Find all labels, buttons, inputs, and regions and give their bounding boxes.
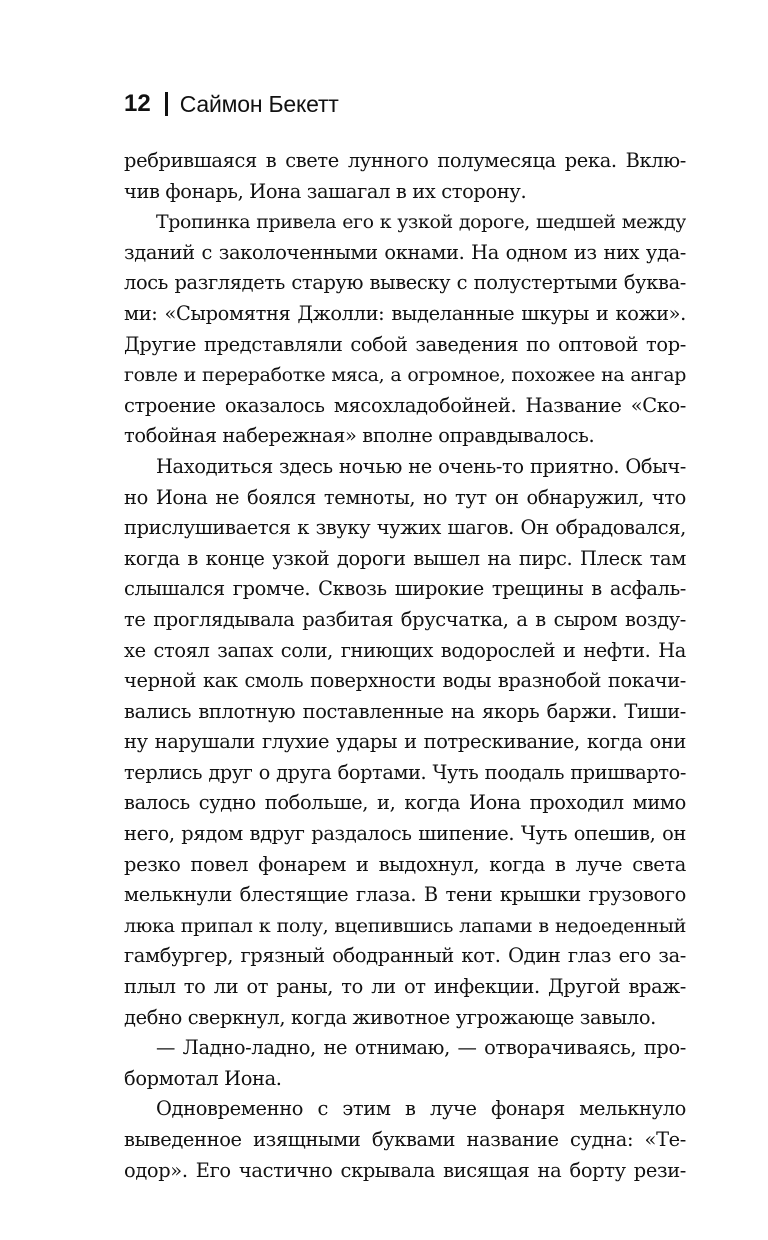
text-line: ми: «Сыромятня Джолли: выделанные шкуры и кожи». [124, 301, 686, 325]
text-line: ну нарушали глухие удары и потрескивание, когда они [124, 730, 686, 754]
text-line: резко повел фонарем и выдохнул, когда в луче света [124, 852, 686, 876]
text-line: Находиться здесь ночью не очень-то приятно. Обыч- [156, 454, 686, 478]
author-name: Саймон Бекетт [179, 90, 339, 117]
text-line: одор». Его частично скрывала висящая на борту рези- [124, 1158, 686, 1182]
paragraph [124, 146, 686, 207]
text-line: — Ладно-ладно, не отнимаю, — отворачиваясь, про- [156, 1036, 686, 1060]
text-line: лось разглядеть старую вывеску с полустертыми буква- [124, 271, 686, 295]
text-line: строение оказалось мясохладобойней. Название «Ско- [124, 393, 686, 417]
text-line: черной как смоль поверхности воды вразнобой покачи- [124, 669, 686, 693]
text-line: прислушивается к звуку чужих шагов. Он обрадовался, [124, 516, 686, 540]
paragraph [124, 207, 686, 452]
text-line: бормотал Иона. [124, 1066, 282, 1090]
text-line: Другие представляли собой заведения по оптовой тор- [124, 332, 686, 356]
text-line: мелькнули блестящие глаза. В тени крышки грузового [124, 883, 686, 907]
text-line: него, рядом вдруг раздалось шипение. Чуть опешив, он [124, 822, 686, 846]
header-separator [165, 92, 168, 116]
paragraph [124, 1094, 686, 1186]
text-line: когда в конце узкой дороги вышел на пирс. Плеск там [124, 546, 686, 570]
text-line: гамбургер, грязный ободранный кот. Один глаз его за- [124, 944, 686, 968]
text-line: чив фонарь, Иона зашагал в их сторону. [124, 179, 527, 203]
body-text [124, 146, 686, 1186]
text-line: ребрившаяся в свете лунного полумесяца река. Вклю- [124, 149, 686, 172]
text-line: валось судно побольше, и, когда Иона проходил мимо [124, 791, 686, 815]
text-line: говле и переработке мяса, а огромное, похожее на ангар [124, 364, 686, 387]
paragraph [124, 452, 686, 1033]
page-number: 12 [124, 90, 151, 117]
text-line: зданий с заколоченными окнами. На одном из них уда- [124, 240, 686, 264]
text-line: вались вплотную поставленные на якорь баржи. Тиши- [124, 699, 686, 723]
text-line: тобойная набережная» вполне оправдывалось. [124, 424, 595, 448]
running-head [124, 88, 339, 120]
text-line: Одновременно с этим в луче фонаря мелькнуло [156, 1097, 686, 1121]
text-line: хе стоял запах соли, гниющих водорослей и нефти. На [124, 638, 686, 662]
text-line: но Иона не боялся темноты, но тут он обнаружил, что [124, 485, 686, 509]
text-line: выведенное изящными буквами название судна: «Те- [124, 1128, 686, 1151]
text-line: те проглядывала разбитая брусчатка, а в сыром возду- [124, 607, 686, 631]
text-line: слышался громче. Сквозь широкие трещины в асфаль- [124, 577, 686, 601]
text-line: терлись друг о друга бортами. Чуть поодаль пришварто- [124, 760, 686, 784]
text-line: дебно сверкнул, когда животное угрожающе завыло. [124, 1005, 656, 1029]
text-line: плыл то ли от раны, то ли от инфекции. Другой враж- [124, 975, 686, 999]
paragraph [124, 1033, 686, 1094]
text-line: Тропинка привела его к узкой дороге, шедшей между [156, 211, 686, 234]
text-line: люка припал к полу, вцепившись лапами в недоеденный [124, 913, 686, 937]
